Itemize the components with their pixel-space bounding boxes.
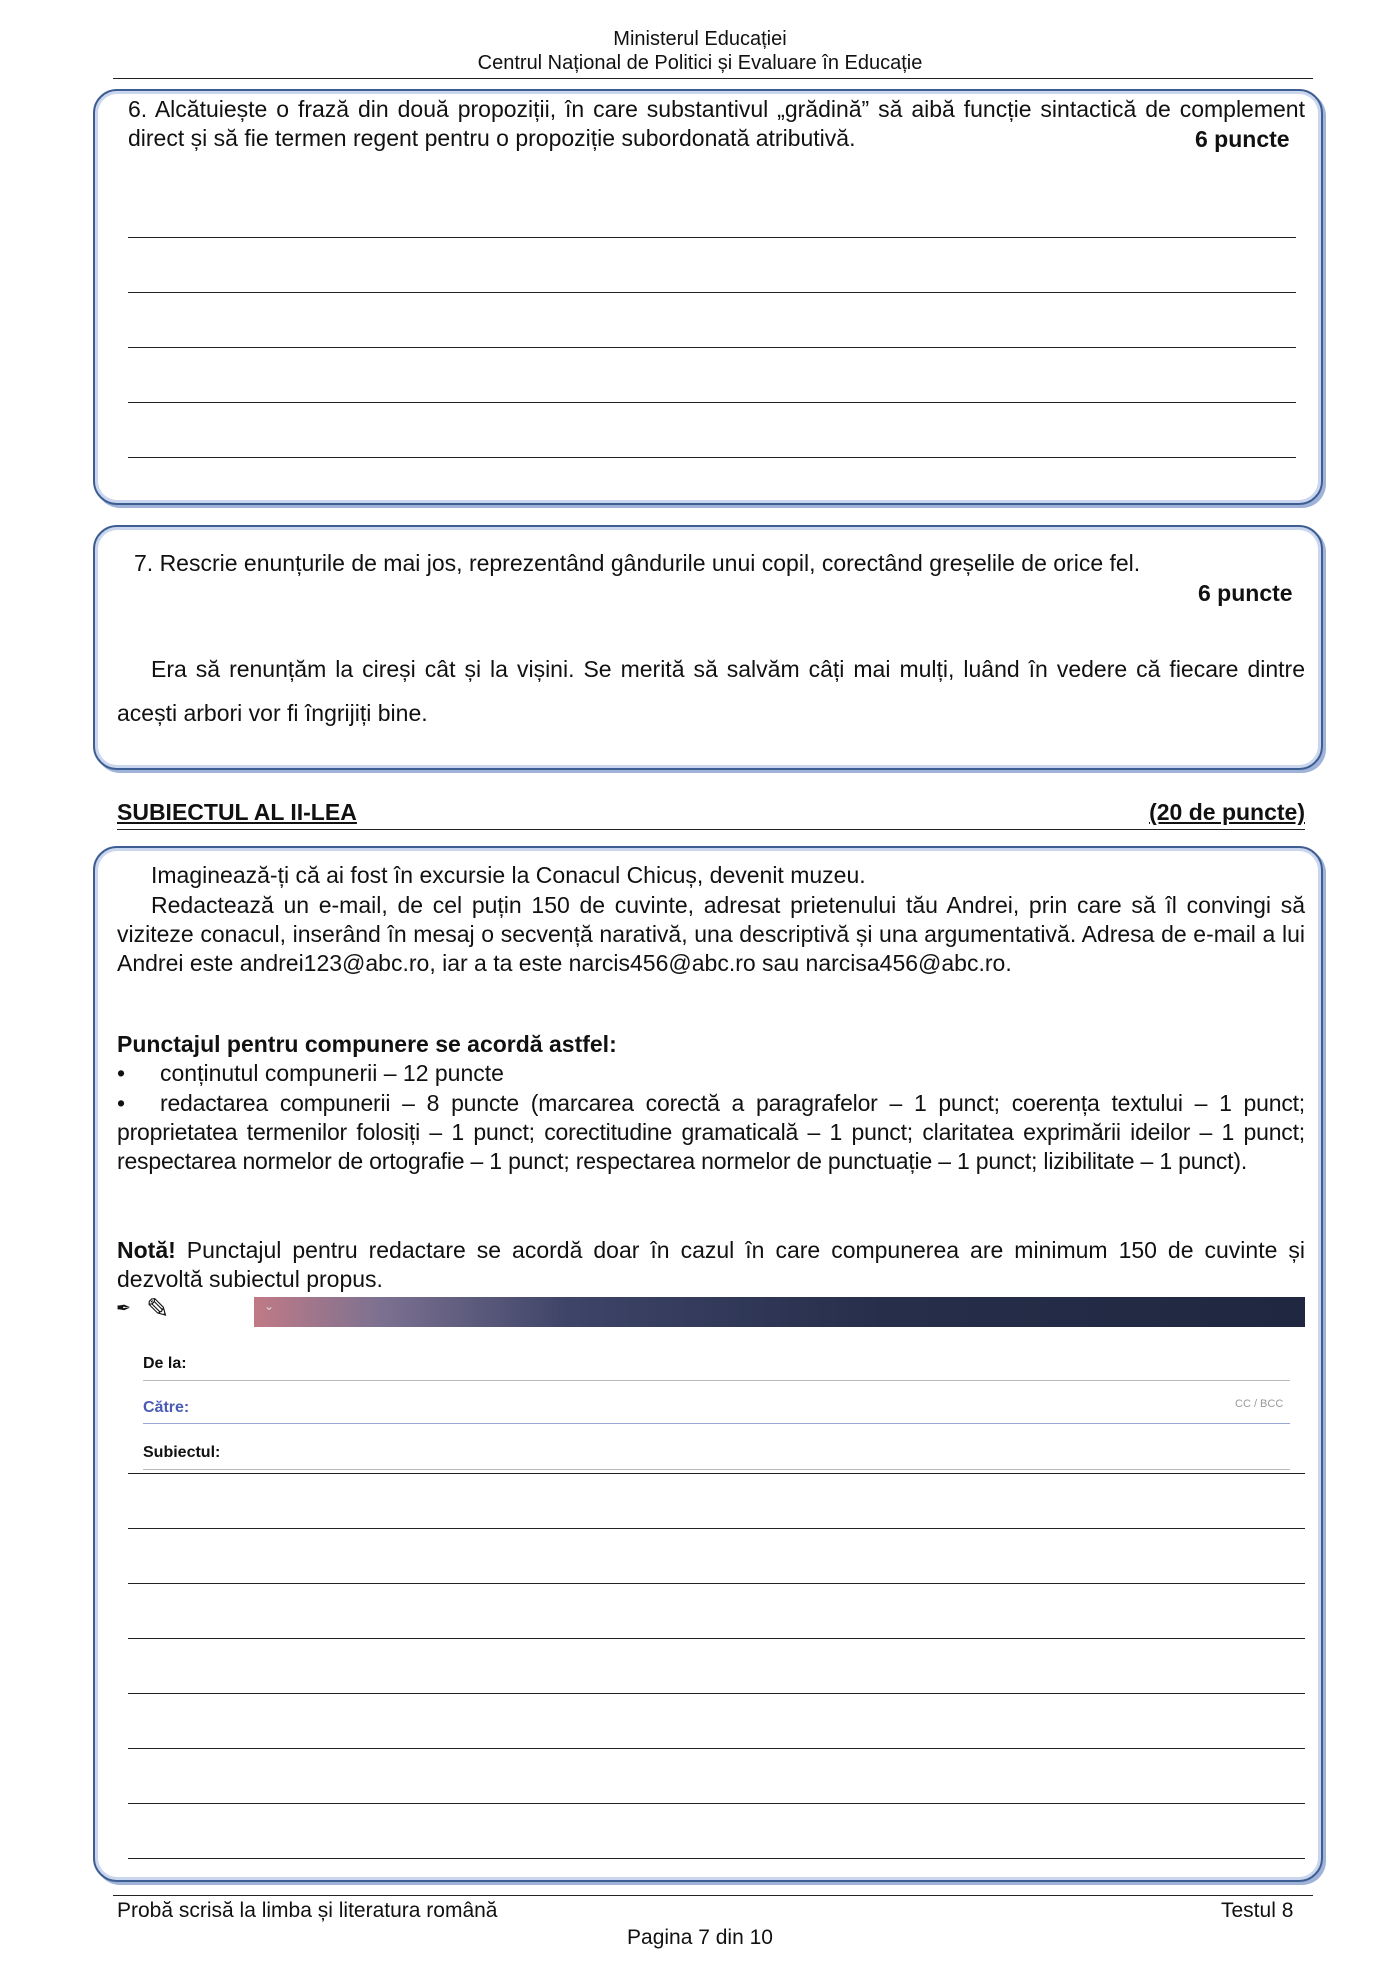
- bullet-dot: •: [117, 1090, 126, 1116]
- answer-line[interactable]: [128, 1638, 1305, 1639]
- answer-line[interactable]: [128, 347, 1296, 348]
- section-2-intro-1: Imaginează-ți că ai fost în excursie la Conacul Chicuș, devenit muzeu.: [151, 862, 866, 888]
- email-header-bar: [254, 1297, 1305, 1327]
- answer-line[interactable]: [128, 1803, 1305, 1804]
- answer-line[interactable]: [128, 1583, 1305, 1584]
- pencil-icon: ✎: [146, 1293, 170, 1324]
- note-text: Punctajul pentru redactare se acordă doar în cazul în care compunerea are minimum 150 de cuvinte și dezvoltă subiectul propus.: [117, 1237, 1305, 1292]
- question-7-passage: Era să renunțăm la cireși cât și la vișini. Se merită să salvăm câți mai mulți, luând în vedere că fiecare dintre acești arbori vor fi îngrijiți bine.: [117, 656, 1305, 726]
- section-2-intro-2: Redactează un e-mail, de cel puțin 150 de cuvinte, adresat prietenului tău Andrei, prin care să îl convingi să viziteze conacul, inserând în mesaj o secvență narativă, una descriptivă și una argumentativă. Adresa de e-mail a lui Andrei este andrei123@abc.ro, iar a ta este narcis456@abc.ro sau narcisa456@abc.ro.: [117, 892, 1305, 976]
- footer-page-number: Pagina 7 din 10: [627, 1926, 773, 1949]
- section-2-heading: SUBIECTUL AL II-LEA: [117, 799, 357, 825]
- answer-line[interactable]: [128, 1693, 1305, 1694]
- header-center: Centrul Național de Politici și Evaluare în Educație: [477, 52, 923, 74]
- answer-line[interactable]: [128, 237, 1296, 238]
- note-label: Notă!: [117, 1237, 176, 1263]
- scoring-title: Punctajul pentru compunere se acordă astfel:: [117, 1031, 617, 1057]
- answer-line[interactable]: [128, 292, 1296, 293]
- from-field[interactable]: [143, 1380, 1290, 1381]
- answer-line[interactable]: [128, 457, 1296, 458]
- chevron-down-icon[interactable]: ⌄: [264, 1299, 275, 1313]
- to-label: Către:: [143, 1399, 190, 1416]
- footer-test-number: Testul 8: [1221, 1899, 1294, 1922]
- answer-line[interactable]: [128, 1473, 1305, 1474]
- footer-exam-name: Probă scrisă la limba și literatura română: [117, 1899, 498, 1922]
- answer-line[interactable]: [128, 1858, 1305, 1859]
- header-divider: [113, 78, 1313, 79]
- pen-icon: ✒: [116, 1298, 132, 1318]
- scoring-bullet-content: conținutul compunerii – 12 puncte: [160, 1060, 504, 1086]
- answer-line[interactable]: [128, 1748, 1305, 1749]
- section-2-points: (20 de puncte): [1149, 799, 1305, 825]
- scoring-bullet-writing: redactarea compunerii – 8 puncte (marcarea corectă a paragrafelor – 1 punct; coerența textului – 1 punct; proprietatea termenilor folosiți – 1 punct; corectitudine gramaticală – 1 punct; claritatea exprimării ideilor – 1 punct; respectarea normelor de ortografie – 1 punct; respectarea normelor de punctuație – 1 punct; lizibilitate – 1 punct).: [117, 1090, 1305, 1174]
- question-6-points: 6 puncte: [1195, 126, 1290, 152]
- from-label: De la:: [143, 1355, 187, 1372]
- question-7-text: 7. Rescrie enunțurile de mai jos, reprezentând gândurile unui copil, corectând greșelile de orice fel.: [134, 550, 1141, 576]
- answer-line[interactable]: [128, 1528, 1305, 1529]
- answer-line[interactable]: [128, 402, 1296, 403]
- section-2-note: [117, 1236, 1305, 1294]
- to-field[interactable]: [143, 1423, 1290, 1424]
- bullet-dot: •: [117, 1060, 126, 1086]
- cc-bcc-link[interactable]: CC / BCC: [1235, 1398, 1284, 1410]
- header-ministry: Ministerul Educației: [613, 28, 787, 50]
- footer-divider: [113, 1895, 1313, 1896]
- section-2-underline: [117, 829, 1305, 830]
- question-7-points: 6 puncte: [1198, 580, 1293, 606]
- subject-label: Subiectul:: [143, 1444, 221, 1461]
- question-6-text: 6. Alcătuiește o frază din două propoziții, în care substantivul „grădină” să aibă funcție sintactică de complement direct și să fie termen regent pentru o propoziție subordonată atributivă.: [128, 96, 1305, 151]
- section-2-box: [93, 846, 1323, 1882]
- section-2-title: [117, 799, 1305, 826]
- subject-field[interactable]: [143, 1469, 1290, 1470]
